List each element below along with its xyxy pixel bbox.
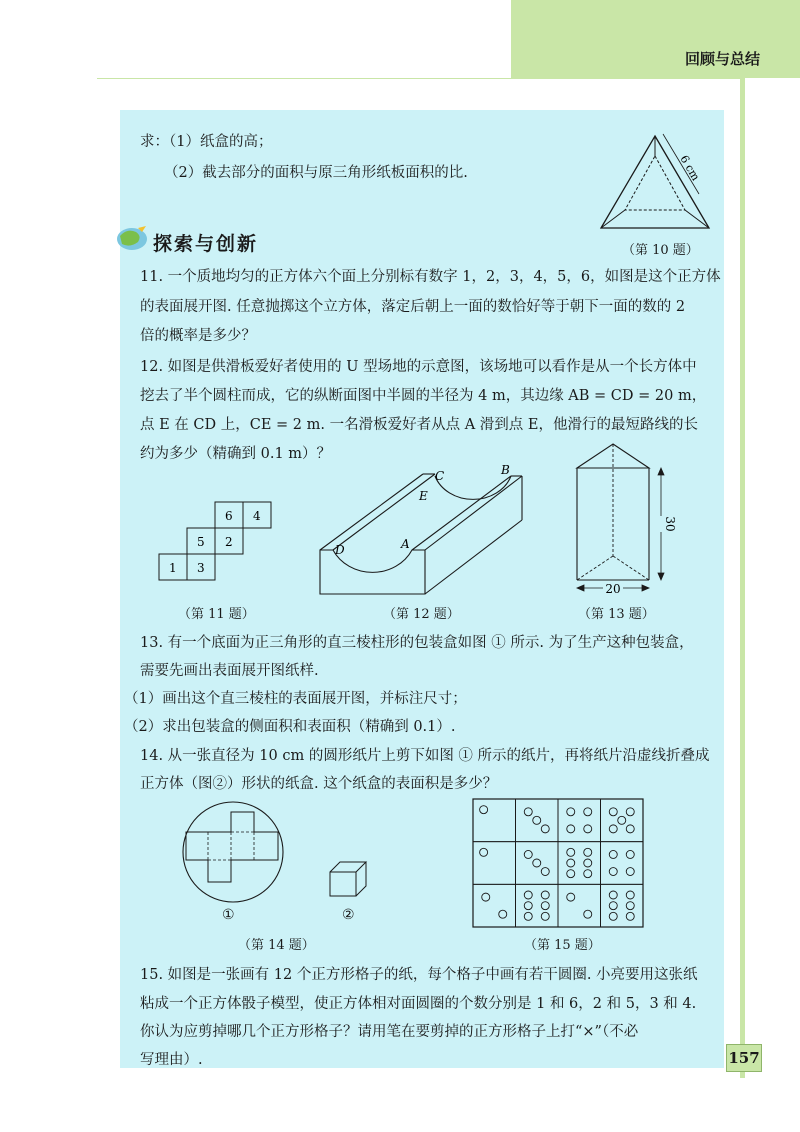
dice-pip	[584, 825, 592, 833]
dice-pip	[480, 848, 488, 856]
dice-pip	[541, 825, 549, 833]
dice-pip	[609, 808, 617, 816]
q10-line1: 求：（1）纸盒的高；	[140, 134, 273, 150]
net-cell-c: 5	[197, 535, 205, 549]
dice-pip	[609, 850, 617, 858]
dice-cell	[516, 799, 559, 842]
q12-point-e: E	[419, 489, 428, 503]
dice-cell	[473, 842, 516, 885]
dice-cell	[516, 884, 559, 927]
q13-line4: （2）求出包装盒的侧面积和表面积（精确到 0.1）.	[124, 719, 456, 735]
dice-pip	[567, 808, 575, 816]
q12-u-ramp-figure	[315, 462, 530, 602]
dice-cell	[473, 799, 516, 842]
net-cell-b: 4	[253, 509, 261, 523]
dice-pip	[524, 891, 532, 899]
q15-line2: 粘成一个正方体骰子模型，使正方体相对面圆圈的个数分别是 1 和 6，2 和 5，3 和 4.	[140, 996, 697, 1012]
dice-pip	[567, 870, 575, 878]
dice-pip	[524, 912, 532, 920]
dice-pip	[609, 891, 617, 899]
net-cell-d: 2	[225, 535, 233, 549]
dice-pip	[609, 902, 617, 910]
q11-line3: 倍的概率是多少？	[140, 328, 256, 344]
dice-pip	[626, 891, 634, 899]
dice-pip	[626, 868, 634, 876]
q15-line3: 你认为应剪掉哪几个正方形格子？请用笔在要剪掉的正方形格子上打“×”（不必	[140, 1024, 639, 1040]
dice-pip	[626, 808, 634, 816]
q12-point-b: B	[501, 463, 510, 477]
dice-pip	[584, 848, 592, 856]
dice-pip	[567, 893, 575, 901]
q10-line2: （2）截去部分的面积与原三角形纸板面积的比.	[164, 165, 468, 181]
dice-pip	[567, 825, 575, 833]
q13-dim-height: 30	[663, 516, 677, 532]
q15-caption: （第 15 题）	[524, 938, 601, 953]
q10-caption: （第 10 题）	[622, 243, 699, 258]
q13-line1: 13. 有一个底面为正三角形的直三棱柱形的包装盒如图 ① 所示. 为了生产这种包装盒，	[140, 635, 694, 651]
q12-line2: 挖去了半个圆柱而成，它的纵断面图中半圆的半径为 4 m，其边缘 AB = CD = 20 m，	[140, 388, 707, 404]
dice-pip	[482, 893, 490, 901]
q10-figure	[595, 128, 715, 238]
q14-caption: （第 14 题）	[238, 938, 315, 953]
header-rule	[97, 78, 743, 79]
q14-line1: 14. 从一张直径为 10 cm 的圆形纸片上剪下如图 ① 所示的纸片，再将纸片沿虚线折叠成	[140, 748, 710, 764]
dice-pip	[567, 848, 575, 856]
dice-pip	[609, 868, 617, 876]
q14-line2: 正方体（图②）形状的纸盒. 这个纸盒的表面积是多少？	[140, 776, 498, 792]
q13-caption: （第 13 题）	[578, 607, 655, 622]
q13-prism-figure	[565, 440, 675, 600]
dice-cell	[516, 842, 559, 885]
globe-icon	[112, 222, 152, 254]
net-cell-a: 6	[225, 509, 233, 523]
page-number: 157	[726, 1044, 762, 1072]
dice-pip	[584, 859, 592, 867]
dice-pip	[533, 859, 541, 867]
q12-line1: 12. 如图是供滑板爱好者使用的 U 型场地的示意图，该场地可以看作是从一个长方体中	[140, 359, 697, 375]
q10-label-6cm: 6 cm	[677, 153, 703, 183]
dice-pip	[524, 850, 532, 858]
q13-line2: 需要先画出表面展开图纸样.	[140, 663, 319, 679]
dice-pip	[541, 902, 549, 910]
dice-pip	[609, 912, 617, 920]
q15-dice-grid	[472, 798, 644, 928]
dice-cell	[558, 799, 601, 842]
dice-pip	[541, 912, 549, 920]
dice-pip	[626, 850, 634, 858]
dice-pip	[584, 870, 592, 878]
net-cell-f: 3	[197, 561, 205, 575]
dice-pip	[618, 816, 626, 824]
dice-pip	[584, 808, 592, 816]
header-title: 回顾与总结	[684, 50, 760, 68]
dice-cell	[601, 884, 644, 927]
dice-pip	[533, 816, 541, 824]
q10-cut-right	[685, 210, 709, 228]
q10-inner-triangle	[625, 156, 685, 210]
q10-cut-left	[601, 210, 625, 228]
q12-caption: （第 12 题）	[383, 607, 460, 622]
q12-point-a: A	[401, 537, 410, 551]
q14-circle-net-figure	[178, 800, 288, 904]
q12-line4: 约为多少（精确到 0.1 m）？	[140, 446, 332, 462]
q15-line4: 写理由）.	[140, 1052, 203, 1068]
q12-point-c: C	[435, 469, 445, 483]
q11-line1: 11. 一个质地均匀的正方体六个面上分别标有数字 1，2，3，4，5，6，如图是这个正方体	[140, 269, 721, 285]
net-cell-e: 1	[169, 561, 177, 575]
dice-pip	[524, 808, 532, 816]
dice-pip	[541, 891, 549, 899]
dice-pip	[480, 806, 488, 814]
dice-pip	[541, 868, 549, 876]
q13-line3: （1）画出这个直三棱柱的表面展开图，并标注尺寸；	[124, 691, 467, 707]
dice-pip	[567, 859, 575, 867]
q14-cube-figure	[328, 860, 368, 900]
q12-point-d: D	[335, 543, 345, 557]
q12-line3: 点 E 在 CD 上，CE = 2 m. 一名滑板爱好者从点 A 滑到点 E，他滑行的最短路线的长	[140, 417, 698, 433]
q14-fig1-label: ①	[222, 907, 235, 923]
dice-pip	[499, 910, 507, 918]
dice-cell	[601, 842, 644, 885]
dice-pip	[584, 910, 592, 918]
q11-line2: 的表面展开图. 任意抛掷这个立方体，落定后朝上一面的数恰好等于朝下一面的数的 2	[140, 299, 686, 315]
q15-line1: 15. 如图是一张画有 12 个正方形格子的纸，每个格子中画有若干圆圈. 小亮要用这张纸	[140, 967, 698, 983]
dice-pip	[626, 902, 634, 910]
q13-dim-width: 20	[605, 582, 621, 596]
side-bar	[740, 78, 745, 1078]
dice-cell	[558, 842, 601, 885]
section-title: 探索与创新	[153, 233, 259, 255]
q14-fig2-label: ②	[342, 907, 355, 923]
dice-cell	[473, 884, 516, 927]
dice-pip	[609, 825, 617, 833]
q11-caption: （第 11 题）	[178, 607, 255, 622]
dice-cell	[558, 884, 601, 927]
dice-pip	[626, 825, 634, 833]
dice-cell	[601, 799, 644, 842]
q11-cube-net	[155, 500, 275, 590]
dice-pip	[524, 902, 532, 910]
dice-pip	[626, 912, 634, 920]
